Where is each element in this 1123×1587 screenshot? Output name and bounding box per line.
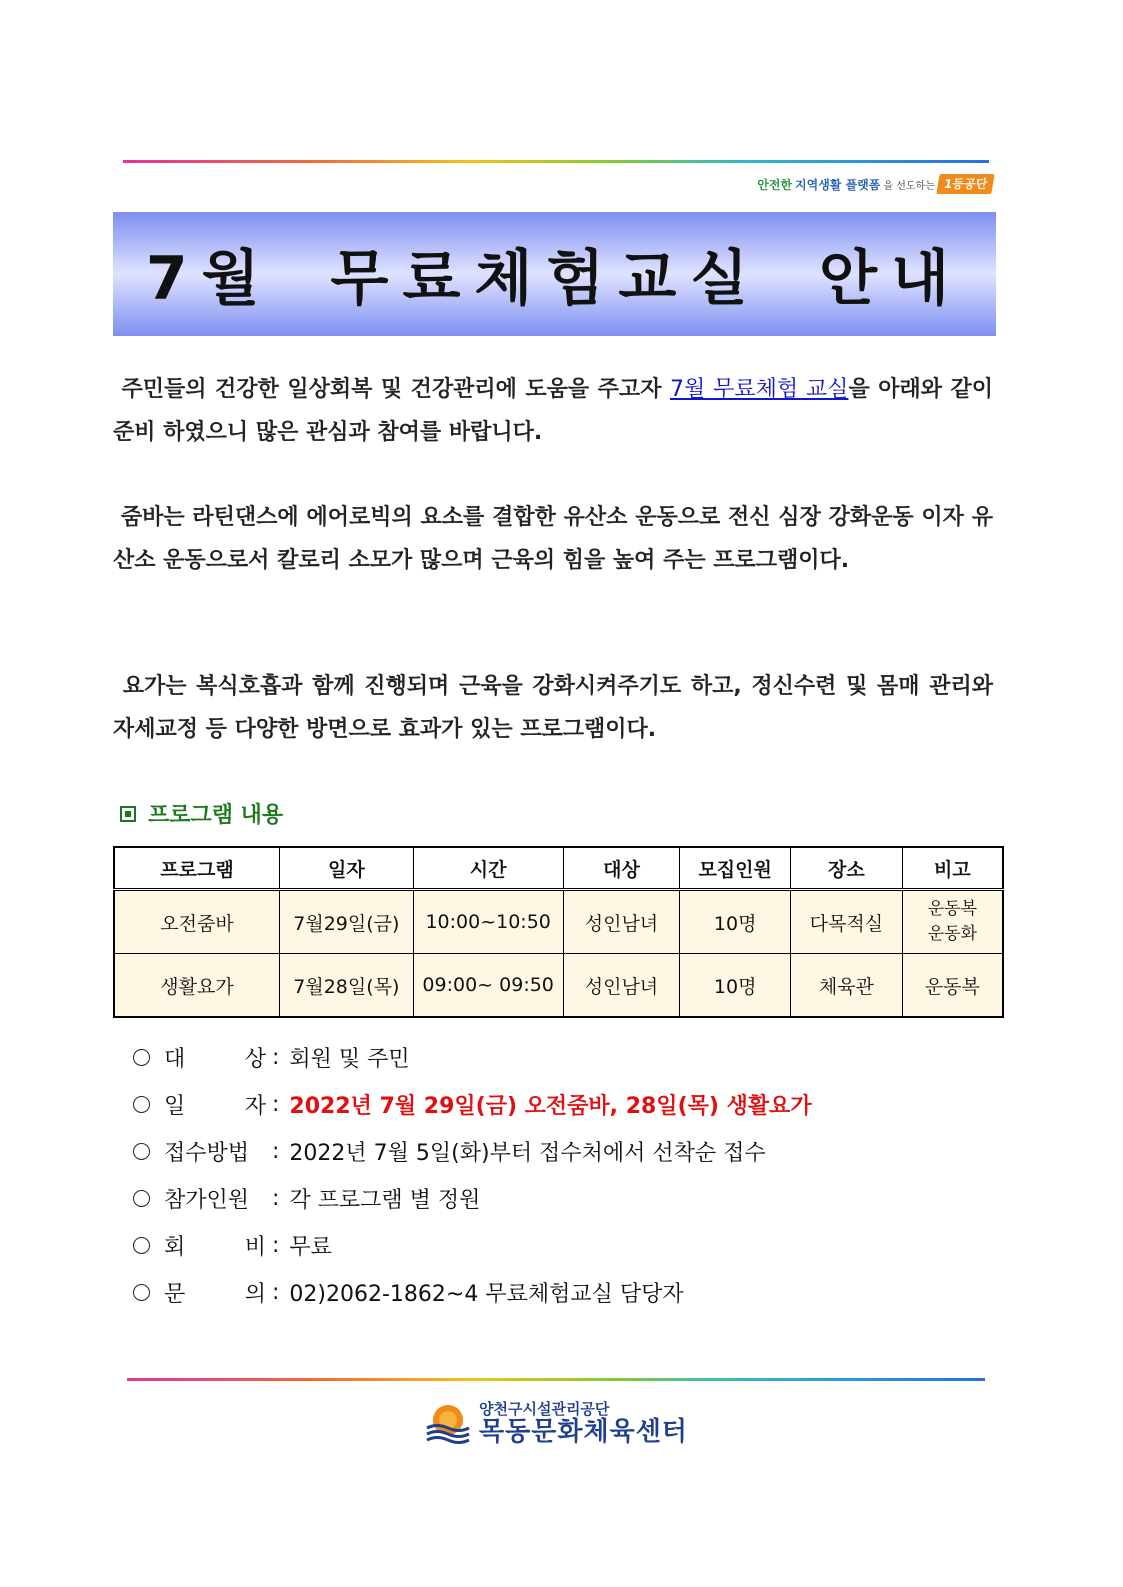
info-label <box>164 1136 266 1167</box>
info-label-a: 일 <box>164 1094 186 1119</box>
cell-place: 체육관 <box>791 954 903 1018</box>
cell-place: 다목적실 <box>791 890 903 954</box>
info-item-date <box>133 1081 812 1128</box>
intro-text-before: 주민들의 건강한 일상회복 및 건강관리에 도움을 주고자 <box>121 377 670 402</box>
cell-date: 7월28일(목) <box>280 954 414 1018</box>
slogan <box>757 174 993 194</box>
cell-capacity: 10명 <box>680 954 791 1018</box>
info-label-a: 접수방법 <box>164 1141 250 1166</box>
info-label-b: 의 <box>244 1282 266 1307</box>
program-table <box>113 846 1004 1018</box>
circle-bullet-icon <box>133 1049 150 1066</box>
info-value: 2022년 7월 29일(금) 오전줌바, 28일(목) 생활요가 <box>289 1094 812 1119</box>
header-place: 장소 <box>791 847 903 890</box>
header-date: 일자 <box>280 847 414 890</box>
bottom-divider <box>127 1378 985 1381</box>
cell-note: 운동복 <box>902 954 1003 1018</box>
info-label <box>164 1277 266 1308</box>
section-heading-text: 프로그램 내용 <box>148 803 284 828</box>
info-label-b: 상 <box>244 1047 266 1072</box>
colon: : <box>272 1045 280 1070</box>
colon: : <box>272 1139 280 1164</box>
info-label <box>164 1230 266 1261</box>
top-divider <box>123 160 989 163</box>
zumba-paragraph <box>113 496 993 582</box>
header-note: 비고 <box>902 847 1003 890</box>
table-header-row <box>114 847 1003 890</box>
circle-bullet-icon <box>133 1284 150 1301</box>
info-value: 2022년 7월 5일(화)부터 접수처에서 선착순 접수 <box>289 1141 766 1166</box>
cell-capacity: 10명 <box>680 890 791 954</box>
intro-text-after: 을 아래와 같이 준비 하였으니 많은 관심과 참여를 바랍니다. <box>113 377 993 445</box>
header-target: 대상 <box>563 847 680 890</box>
circle-bullet-icon <box>133 1190 150 1207</box>
title-banner <box>113 212 996 336</box>
yoga-paragraph <box>113 665 993 751</box>
circle-bullet-icon <box>133 1096 150 1113</box>
circle-bullet-icon <box>133 1143 150 1160</box>
footer-center-name: 목동문화체육센터 <box>479 1417 688 1447</box>
info-label-a: 참가인원 <box>164 1188 250 1213</box>
info-label <box>164 1089 266 1120</box>
sun-wave-logo-icon <box>425 1400 471 1446</box>
square-bullet-icon <box>120 806 136 822</box>
info-label <box>164 1042 266 1073</box>
footer-logo <box>425 1400 688 1446</box>
info-list <box>133 1034 812 1316</box>
cell-target: 성인남녀 <box>563 954 680 1018</box>
header-time: 시간 <box>413 847 563 890</box>
info-value: 각 프로그램 별 정원 <box>289 1188 481 1213</box>
program-link[interactable]: 7월 무료체험 교실 <box>669 377 849 402</box>
header-capacity: 모집인원 <box>680 847 791 890</box>
cell-note <box>902 890 1003 954</box>
yoga-text: 요가는 복식호흡과 함께 진행되며 근육을 강화시켜주기도 하고, 정신수련 및 몸매 관리와 자세교정 등 다양한 방면으로 효과가 있는 프로그램이다. <box>113 674 993 742</box>
slogan-badge: 1등공단 <box>936 174 995 194</box>
info-item-inquiry <box>133 1269 812 1316</box>
colon: : <box>272 1280 280 1305</box>
footer-org: 양천구시설관리공단 <box>479 1400 610 1418</box>
colon: : <box>272 1233 280 1258</box>
header-program: 프로그램 <box>114 847 280 890</box>
info-label-a: 문 <box>164 1282 186 1307</box>
intro-paragraph <box>113 368 993 454</box>
colon: : <box>272 1092 280 1117</box>
info-value: 회원 및 주민 <box>289 1047 410 1072</box>
circle-bullet-icon <box>133 1237 150 1254</box>
slogan-part2: 지역생활 플랫폼 <box>795 177 881 192</box>
cell-date: 7월29일(금) <box>280 890 414 954</box>
info-value: 02)2062-1862~4 무료체험교실 담당자 <box>289 1282 684 1307</box>
info-label-a: 회 <box>164 1235 186 1260</box>
slogan-part1: 안전한 <box>757 177 793 192</box>
info-value: 무료 <box>289 1235 332 1260</box>
info-label-b: 비 <box>244 1235 266 1260</box>
colon: : <box>272 1186 280 1211</box>
cell-program: 생활요가 <box>114 954 280 1018</box>
info-label-b: 자 <box>244 1094 266 1119</box>
cell-note-line1: 운동복 <box>927 899 977 919</box>
info-item-target <box>133 1034 812 1081</box>
table-row <box>114 890 1003 954</box>
cell-program: 오전줌바 <box>114 890 280 954</box>
cell-target: 성인남녀 <box>563 890 680 954</box>
table-row <box>114 954 1003 1018</box>
info-item-capacity <box>133 1175 812 1222</box>
page-title: 7월 무료체험교실 안내 <box>145 244 964 314</box>
section-heading <box>120 798 283 829</box>
info-item-registration <box>133 1128 812 1175</box>
footer-text <box>479 1400 688 1446</box>
cell-time: 10:00~10:50 <box>413 890 563 954</box>
cell-note-line2: 운동화 <box>927 924 977 944</box>
info-item-fee <box>133 1222 812 1269</box>
info-label <box>164 1183 266 1214</box>
slogan-part3: 을 선도하는 <box>883 180 935 192</box>
zumba-text: 줌바는 라틴댄스에 에어로빅의 요소를 결합한 유산소 운동으로 전신 심장 강화운동 이자 유산소 운동으로서 칼로리 소모가 많으며 근육의 힘을 높여 주는 프로그램이다. <box>113 505 993 573</box>
info-label-a: 대 <box>164 1047 186 1072</box>
cell-time: 09:00~ 09:50 <box>413 954 563 1018</box>
